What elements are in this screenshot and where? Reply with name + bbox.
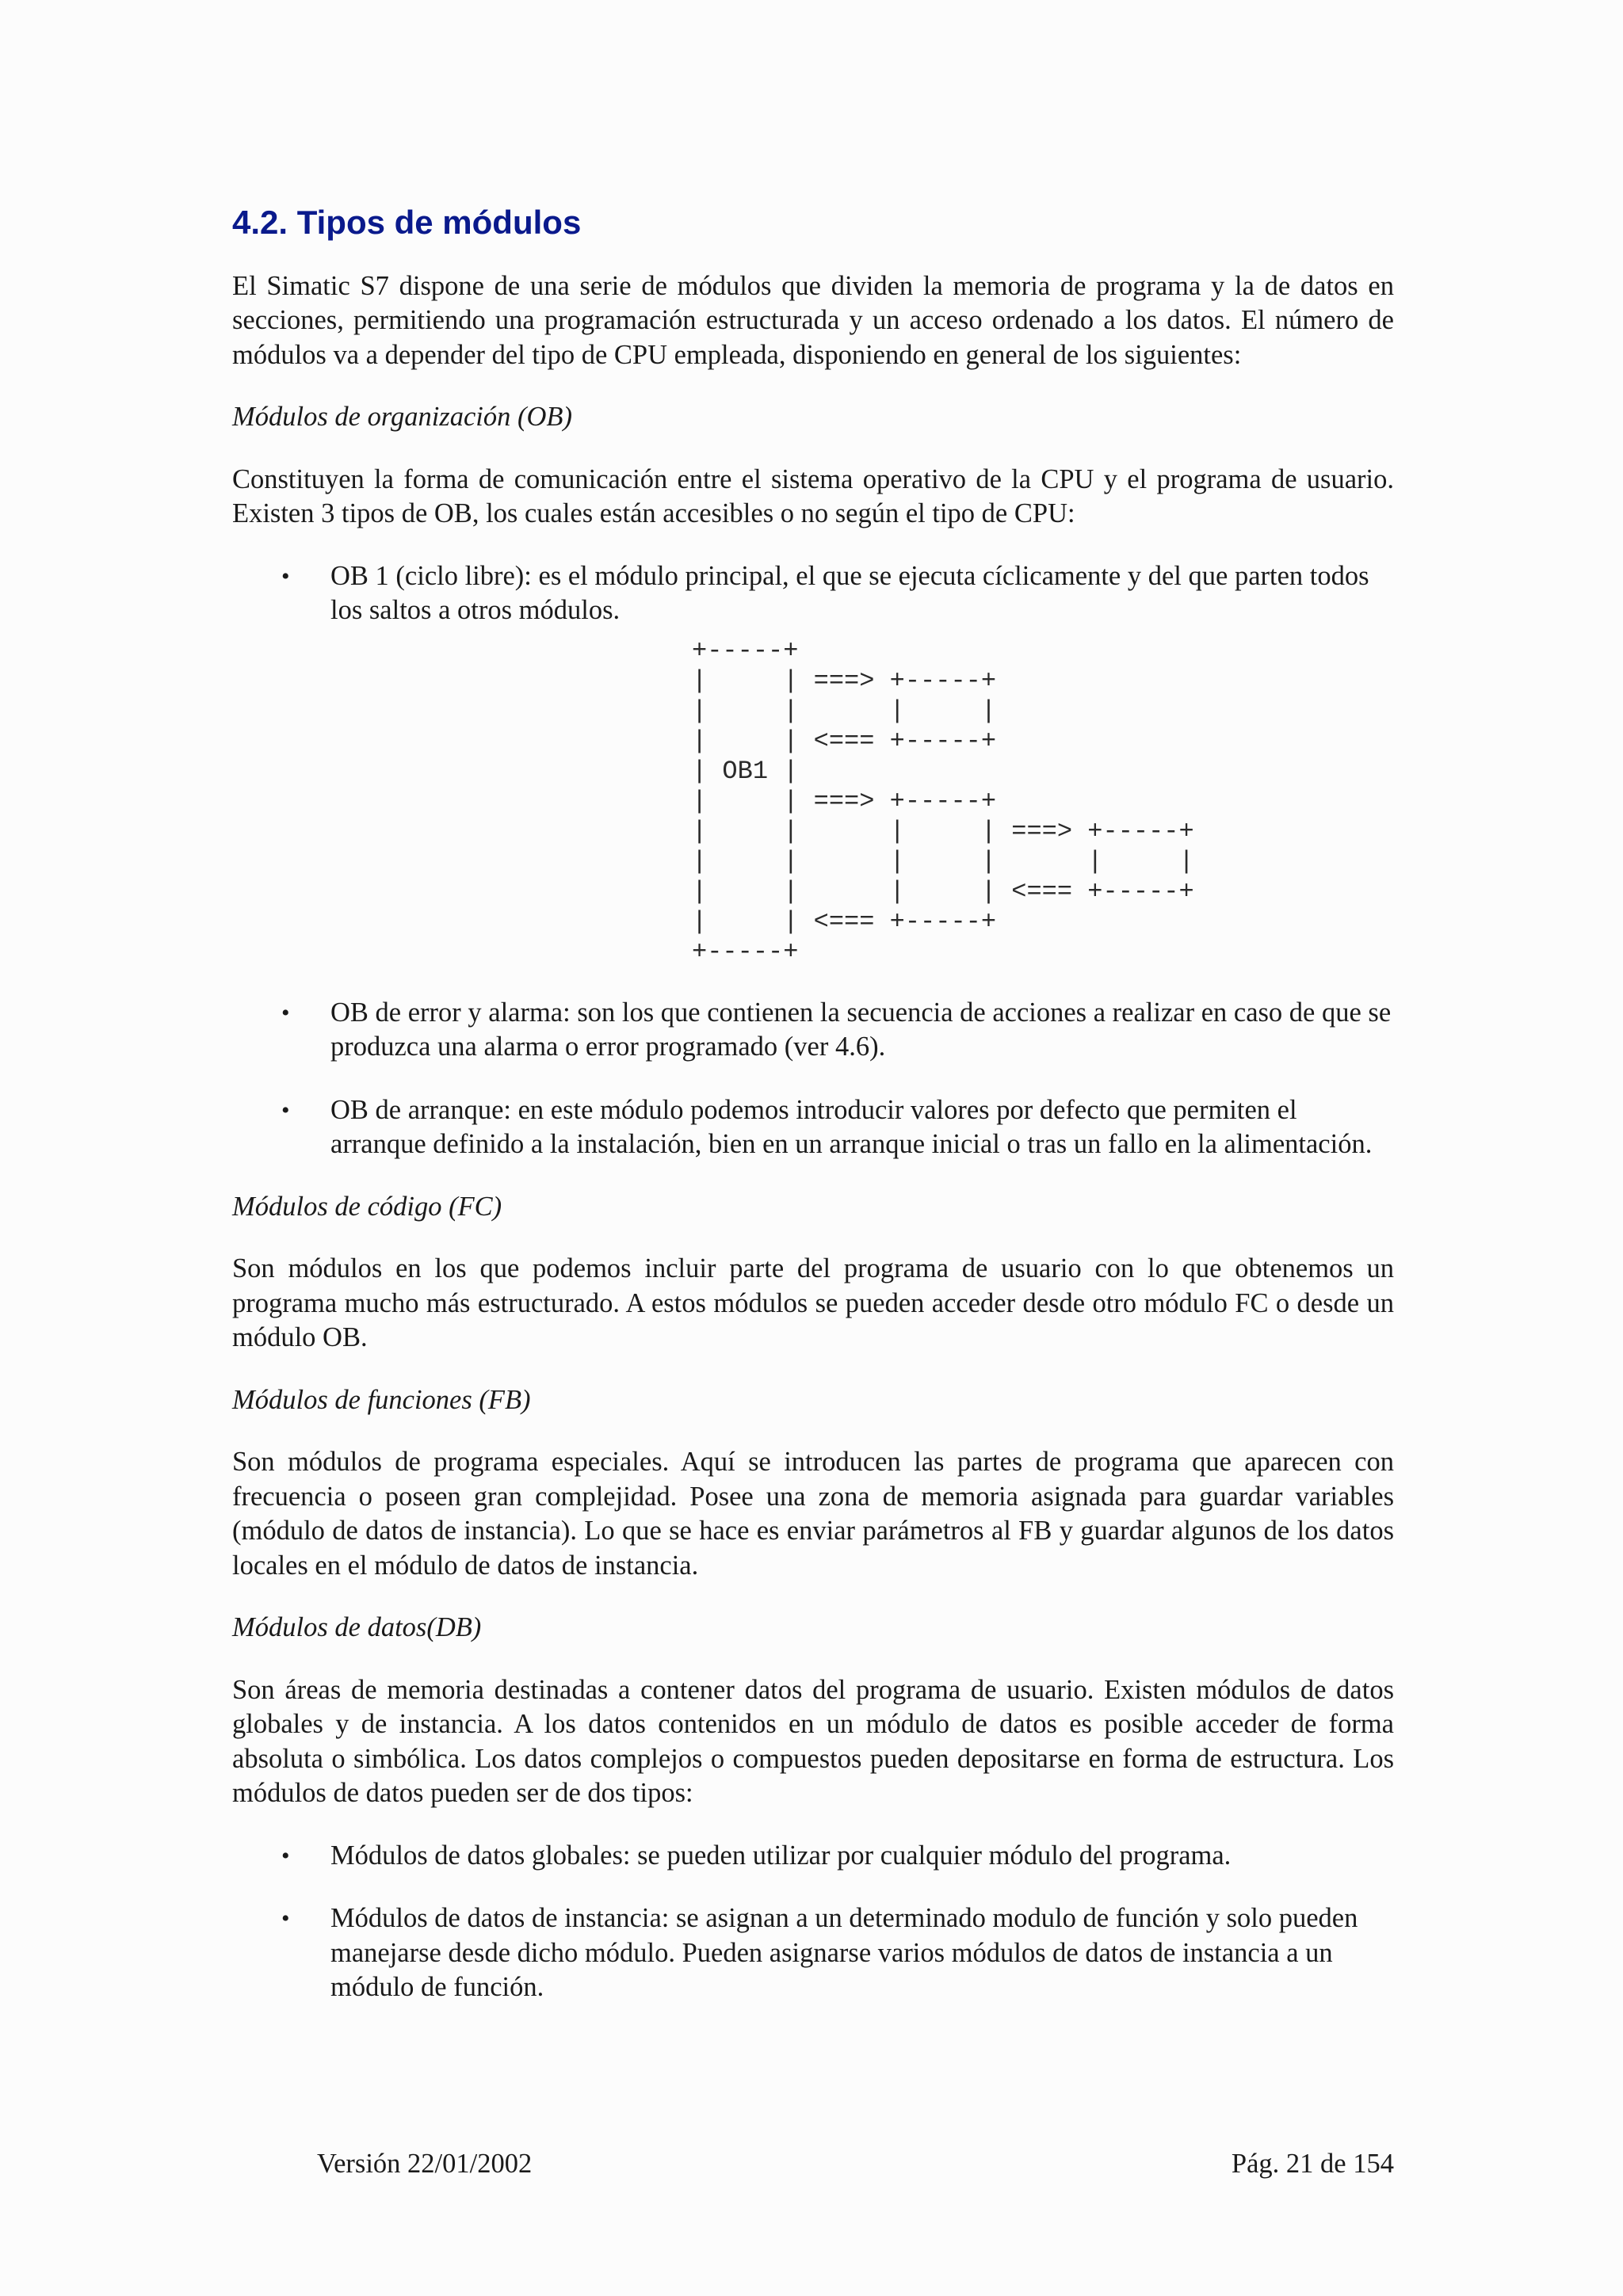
list-item [232, 996, 1394, 1065]
list-item [232, 1901, 1394, 2005]
bullet-icon: • [281, 563, 290, 589]
ob1-diagram: +-----+ | | ===> +-----+ | | | | | | <=== +-----+ | OB1 | | | ===> +-----+ | | | | ===> +-----+ | | | | | | | | | | <=== +-----+ | | <=== +-----+ +-----+ [692, 635, 1194, 967]
list-item [232, 1839, 1394, 1874]
db-instance-text: Módulos de datos de instancia: se asignan a un determinado modulo de función y solo pueden manejarse desde dicho módulo. Pueden asignarse varios módulos de datos de instancia a un módulo de función. [330, 1903, 1358, 2002]
bullet-icon: • [281, 1097, 290, 1123]
db-global-text: Módulos de datos globales: se pueden utilizar por cualquier módulo del programa. [330, 1840, 1232, 1871]
ob-paragraph: Constituyen la forma de comunicación entre el sistema operativo de la CPU y el programa de usuario. Existen 3 tipos de OB, los cuales están accesibles o no según el tipo de CPU: [232, 463, 1394, 528]
fc-paragraph: Son módulos en los que podemos incluir parte del programa de usuario con lo que obtenemos un programa mucho más estructurado. A estos módulos se pueden acceder desde otro módulo FC o desde un módulo OB. [232, 1253, 1394, 1352]
list-item [232, 559, 1394, 967]
fb-paragraph: Son módulos de programa especiales. Aquí se introducen las partes de programa que aparecen con frecuencia o poseen gran complejidad. Posee una zona de memoria asignada para guardar variables (módulo de datos de instancia). Lo que se hace es enviar parámetros al FB y guardar algunos de los datos locales en el módulo de datos de instancia. [232, 1447, 1394, 1581]
page-content [232, 202, 1394, 2033]
ob-list [232, 559, 1394, 1162]
bullet-icon: • [281, 1905, 290, 1932]
list-item [232, 1093, 1394, 1162]
ob1-text: OB 1 (ciclo libre): es el módulo principal, el que se ejecuta cíclicamente y del que parten todos los saltos a otros módulos. [330, 560, 1369, 625]
page-footer [317, 2149, 1394, 2180]
db-list [232, 1839, 1394, 2005]
ob-error-text: OB de error y alarma: son los que contienen la secuencia de acciones a realizar en caso de que se produzca una alarma o error programado (ver 4.6). [330, 997, 1392, 1062]
bullet-icon: • [281, 999, 290, 1026]
fb-heading: Módulos de funciones (FB) [232, 1384, 531, 1415]
footer-version: Versión 22/01/2002 [317, 2149, 533, 2179]
db-heading: Módulos de datos(DB) [232, 1612, 482, 1642]
intro-paragraph: El Simatic S7 dispone de una serie de módulos que dividen la memoria de programa y la de datos en secciones, permitiendo una programación estructurada y un acceso ordenado a los datos. El número de módulos va a depender del tipo de CPU empleada, disponiendo en general de los siguientes: [232, 270, 1394, 370]
ob-startup-text: OB de arranque: en este módulo podemos introducir valores por defecto que permiten el arranque definido a la instalación, bien en un arranque inicial o tras un fallo en la alimentación. [330, 1094, 1373, 1159]
ob-heading: Módulos de organización (OB) [232, 402, 572, 432]
footer-page-number: Pág. 21 de 154 [1231, 2149, 1394, 2179]
fc-heading: Módulos de código (FC) [232, 1191, 502, 1222]
db-paragraph: Son áreas de memoria destinadas a contener datos del programa de usuario. Existen módulos de datos globales y de instancia. A los datos contenidos en un módulo de datos es posible acceder de forma absoluta o simbólica. Los datos complejos o compuestos pueden depositarse en forma de estructura. Los módulos de datos pueden ser de dos tipos: [232, 1674, 1394, 1808]
section-title: 4.2. Tipos de módulos [232, 204, 582, 241]
bullet-icon: • [281, 1842, 290, 1869]
